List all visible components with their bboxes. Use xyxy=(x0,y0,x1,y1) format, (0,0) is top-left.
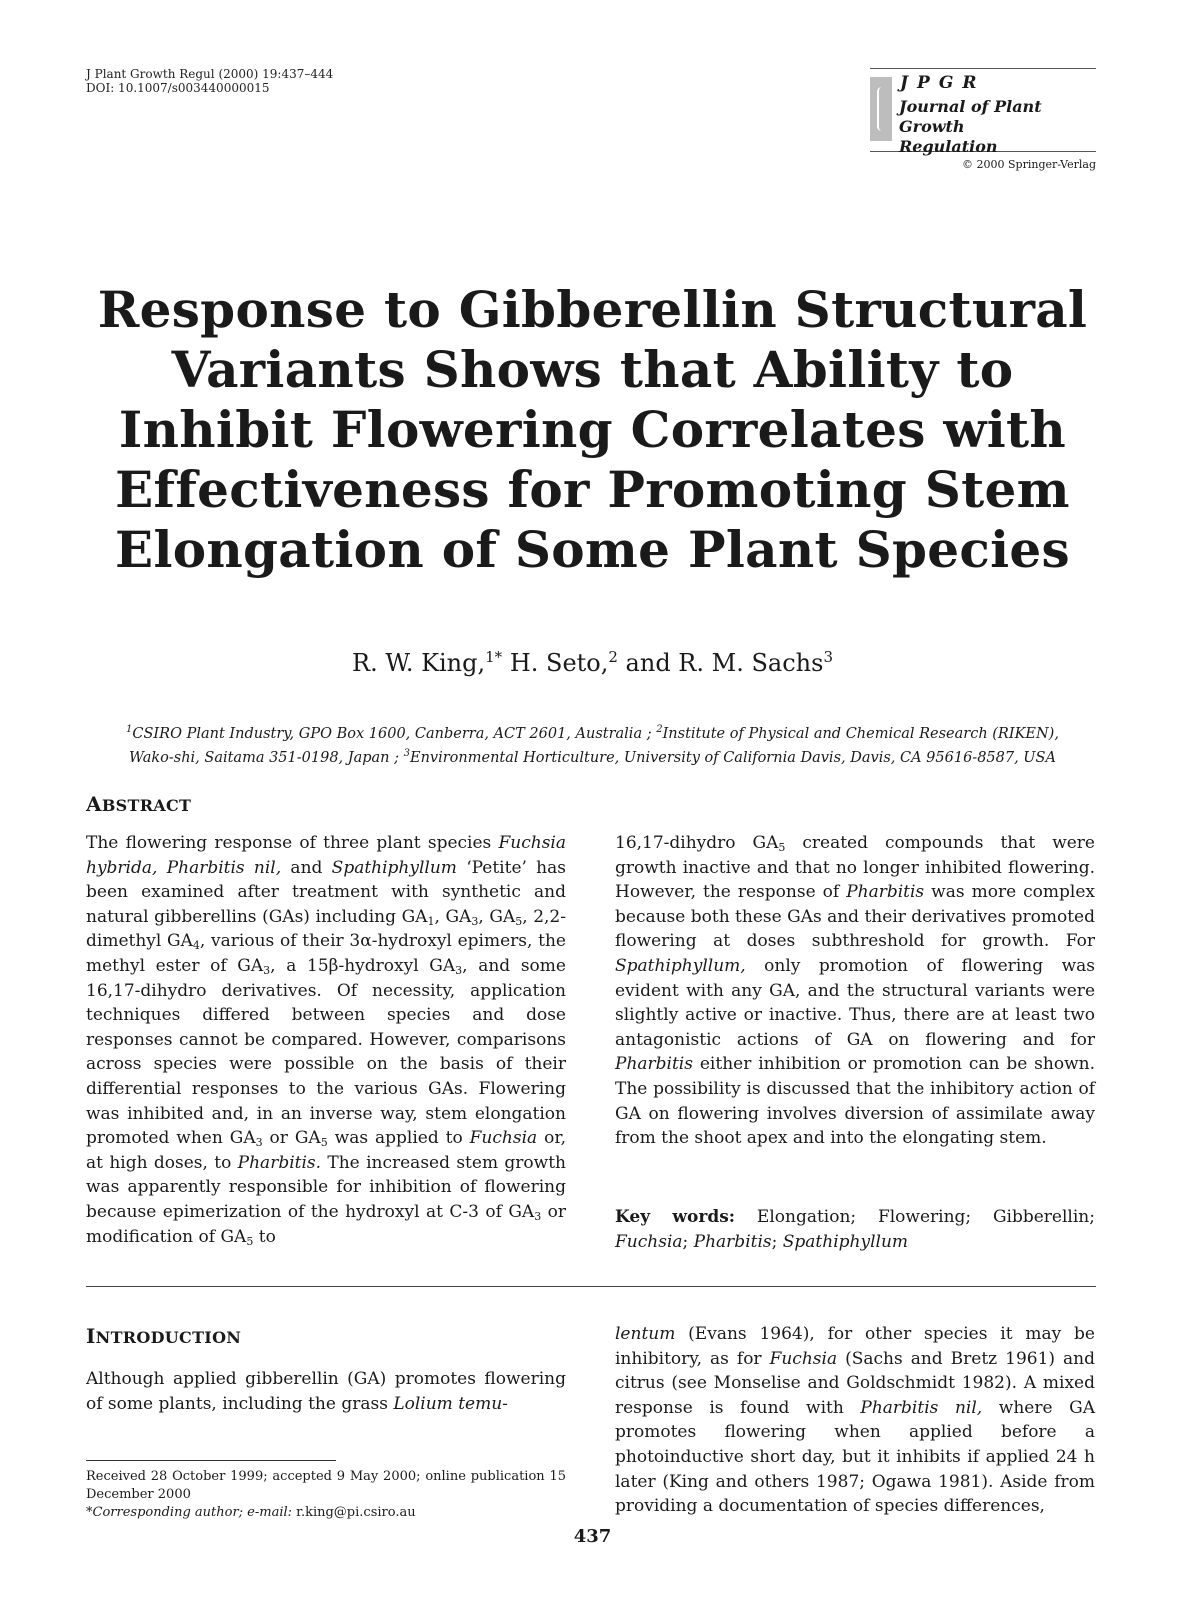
keywords-text: Elongation; Flowering; Gibberellin; xyxy=(735,1207,1095,1227)
abstract-text: The increased stem growth was apparently responsible for inhibition of flowering because epimerization of the hydroxyl at C-3 of GA xyxy=(86,1152,566,1222)
keyword-separator: ; xyxy=(771,1231,783,1252)
journal-emblem-icon xyxy=(870,77,892,141)
abstract-text: 16,17-dihydro GA xyxy=(615,833,779,853)
abstract-text: , a 15β-hydroxyl GA xyxy=(270,955,456,976)
species-name: Pharbitis nil, xyxy=(860,1397,983,1418)
affiliation-text: CSIRO Plant Industry, GPO Box 1600, Canberra, ACT 2601, Australia ; xyxy=(132,725,657,742)
received-dates: Received 28 October 1999; accepted 9 May 2000; online publication 15 December 2000 xyxy=(86,1469,566,1502)
journal-name xyxy=(899,97,1096,157)
introduction-right-column xyxy=(615,1322,1095,1519)
body-text: (Evans 1964), for other species it may be inhibitory, as for xyxy=(615,1324,1095,1369)
paper-title xyxy=(60,280,1125,580)
affiliation-mark: 3 xyxy=(403,747,410,759)
title-line: Inhibit Flowering Correlates with xyxy=(118,400,1067,459)
keywords xyxy=(615,1205,1095,1254)
corresponding-label: *Corresponding author; e-mail: xyxy=(86,1505,293,1520)
keywords-label: Key words: xyxy=(615,1207,736,1227)
species-name: Fuchsia xyxy=(769,1348,838,1369)
abstract-text: , 2,2-dimethyl GA xyxy=(86,906,566,952)
affiliations xyxy=(90,720,1095,768)
abstract-text: , GA xyxy=(434,906,472,927)
introduction-heading xyxy=(86,1324,241,1348)
abstract-heading xyxy=(86,792,191,816)
subscript: 3 xyxy=(471,914,479,928)
subscript: 4 xyxy=(192,939,200,953)
abstract-text: was more complex because both these GAs and their derivatives promoted flowering at doses subthreshold for growth. For xyxy=(615,882,1095,952)
abstract-right-column xyxy=(615,831,1095,1151)
abstract-text: created compounds that were growth inactive and that no longer inhibited flowering. However, the response of xyxy=(615,833,1095,903)
abstract-text: ‘Petite’ has been examined after treatment with synthetic and natural gibberellins (GAs) including GA xyxy=(86,857,566,927)
author-name: H. Seto, xyxy=(502,649,609,677)
doi-line: DOI: 10.1007/s003440000015 xyxy=(86,81,270,95)
corresponding-email: r.king@pi.csiro.au xyxy=(292,1505,416,1520)
species-name: Fuchsia xyxy=(469,1128,538,1149)
body-text: where GA promotes flowering when applied before a photoinductive short day, but it inhibits if applied 24 h later (King and others 1987; Ogawa 1981). Aside from providing a documentation of species differences, xyxy=(615,1397,1095,1517)
abstract-text: either inhibition or promotion can be shown. The possibility is discussed that the inhibitory action of GA on flowering involves diversion of assimilate away from the shoot apex and into the elongating stem. xyxy=(615,1054,1095,1149)
title-line: Response to Gibberellin Structural xyxy=(97,280,1088,339)
species-name: Lolium temu- xyxy=(393,1393,508,1414)
subscript: 3 xyxy=(455,963,463,977)
title-line: Effectiveness for Promoting Stem xyxy=(115,460,1070,519)
affiliation-mark: 2 xyxy=(656,724,663,735)
abstract-text: , GA xyxy=(478,906,516,927)
species-name: Pharbitis xyxy=(615,1054,693,1075)
heading-initial: A xyxy=(86,792,102,816)
footnote-rule xyxy=(86,1460,336,1461)
copyright-notice: © 2000 Springer-Verlag xyxy=(962,158,1096,171)
journal-name-line: Journal of Plant Growth xyxy=(899,97,1042,136)
citation-block xyxy=(86,67,333,95)
abstract-text: The flowering response of three plant species xyxy=(86,833,499,853)
affiliation-text: Wako-shi, Saitama 351-0198, Japan ; xyxy=(129,749,404,766)
abstract-text: only promotion of flowering was evident with any GA, and the structural variants were slightly active or inactive. Thus, there are at least two antagonistic actions of GA on flowering and for xyxy=(615,955,1095,1050)
species-name: lentum xyxy=(615,1324,676,1344)
author-affiliation-mark: 2 xyxy=(608,648,618,666)
abstract-left-column xyxy=(86,831,566,1249)
abstract-text: was applied to xyxy=(327,1128,470,1149)
body-text: (Sachs and Bretz 1961) and citrus (see Monselise and Goldschmidt 1982). A mixed response is found with xyxy=(615,1348,1095,1418)
species-name: Fuchsia hybrida, Pharbitis nil, xyxy=(86,833,566,878)
corresponding-author xyxy=(86,1504,566,1522)
species-name: Pharbitis xyxy=(846,882,925,903)
keyword-separator: ; xyxy=(682,1231,694,1252)
section-divider xyxy=(86,1286,1096,1287)
affiliation-mark: 1 xyxy=(126,724,133,735)
title-line: Variants Shows that Ability to xyxy=(171,340,1014,399)
subscript: 1 xyxy=(427,914,435,928)
subscript: 3 xyxy=(534,1209,542,1223)
heading-rest: NTRODUCTION xyxy=(95,1328,242,1347)
species-name: Spathiphyllum xyxy=(331,857,457,878)
keyword: Fuchsia xyxy=(615,1231,683,1252)
species-name: Spathiphyllum, xyxy=(615,955,746,976)
abstract-text: or GA xyxy=(262,1128,321,1149)
subscript: 3 xyxy=(263,963,271,977)
abstract-text: , and some 16,17-dihydro derivatives. Of necessity, application techniques differed between species and dose responses cannot be compared. However, comparisons across species were possible on the basis of their differential responses to the various GAs. Flowering was inhibited and, in an inverse way, stem elongation promoted when GA xyxy=(86,955,566,1149)
abstract-text: , various of their 3α-hydroxyl epimers, the methyl ester of GA xyxy=(86,931,566,976)
citation-line: J Plant Growth Regul (2000) 19:437–444 xyxy=(86,67,334,81)
author-name: R. W. King, xyxy=(352,649,486,677)
journal-name-line: Regulation xyxy=(899,137,998,156)
journal-acronym: JPGR xyxy=(900,73,986,93)
subscript: 5 xyxy=(778,841,786,854)
author-list xyxy=(0,648,1185,677)
species-name: Pharbitis. xyxy=(237,1152,322,1173)
body-text: Although applied gibberellin (GA) promotes flowering of some plants, including the grass xyxy=(86,1369,566,1414)
author-affiliation-mark: 3 xyxy=(823,648,833,666)
affiliation-text: Environmental Horticulture, University of California Davis, Davis, CA 95616-8587, USA xyxy=(409,749,1056,766)
subscript: 3 xyxy=(255,1136,263,1150)
title-line: Elongation of Some Plant Species xyxy=(115,520,1070,579)
author-name: and R. M. Sachs xyxy=(617,649,824,677)
heading-rest: BSTRACT xyxy=(101,796,192,815)
abstract-text: or modification of GA xyxy=(86,1201,566,1247)
subscript: 5 xyxy=(515,914,523,928)
keyword: Spathiphyllum xyxy=(782,1231,909,1252)
subscript: 5 xyxy=(246,1234,254,1248)
page-number: 437 xyxy=(573,1526,612,1547)
keyword: Pharbitis xyxy=(693,1231,772,1252)
heading-initial: I xyxy=(86,1324,96,1348)
subscript: 5 xyxy=(320,1136,328,1150)
abstract-text: to xyxy=(253,1226,276,1247)
abstract-text: or, at high doses, to xyxy=(86,1128,566,1173)
affiliation-text: Institute of Physical and Chemical Research (RIKEN), xyxy=(662,725,1059,742)
abstract-text: and xyxy=(281,857,332,878)
journal-logo xyxy=(870,68,1096,171)
footnotes xyxy=(86,1468,566,1522)
introduction-left-column xyxy=(86,1367,566,1416)
author-affiliation-mark: 1* xyxy=(485,648,503,666)
